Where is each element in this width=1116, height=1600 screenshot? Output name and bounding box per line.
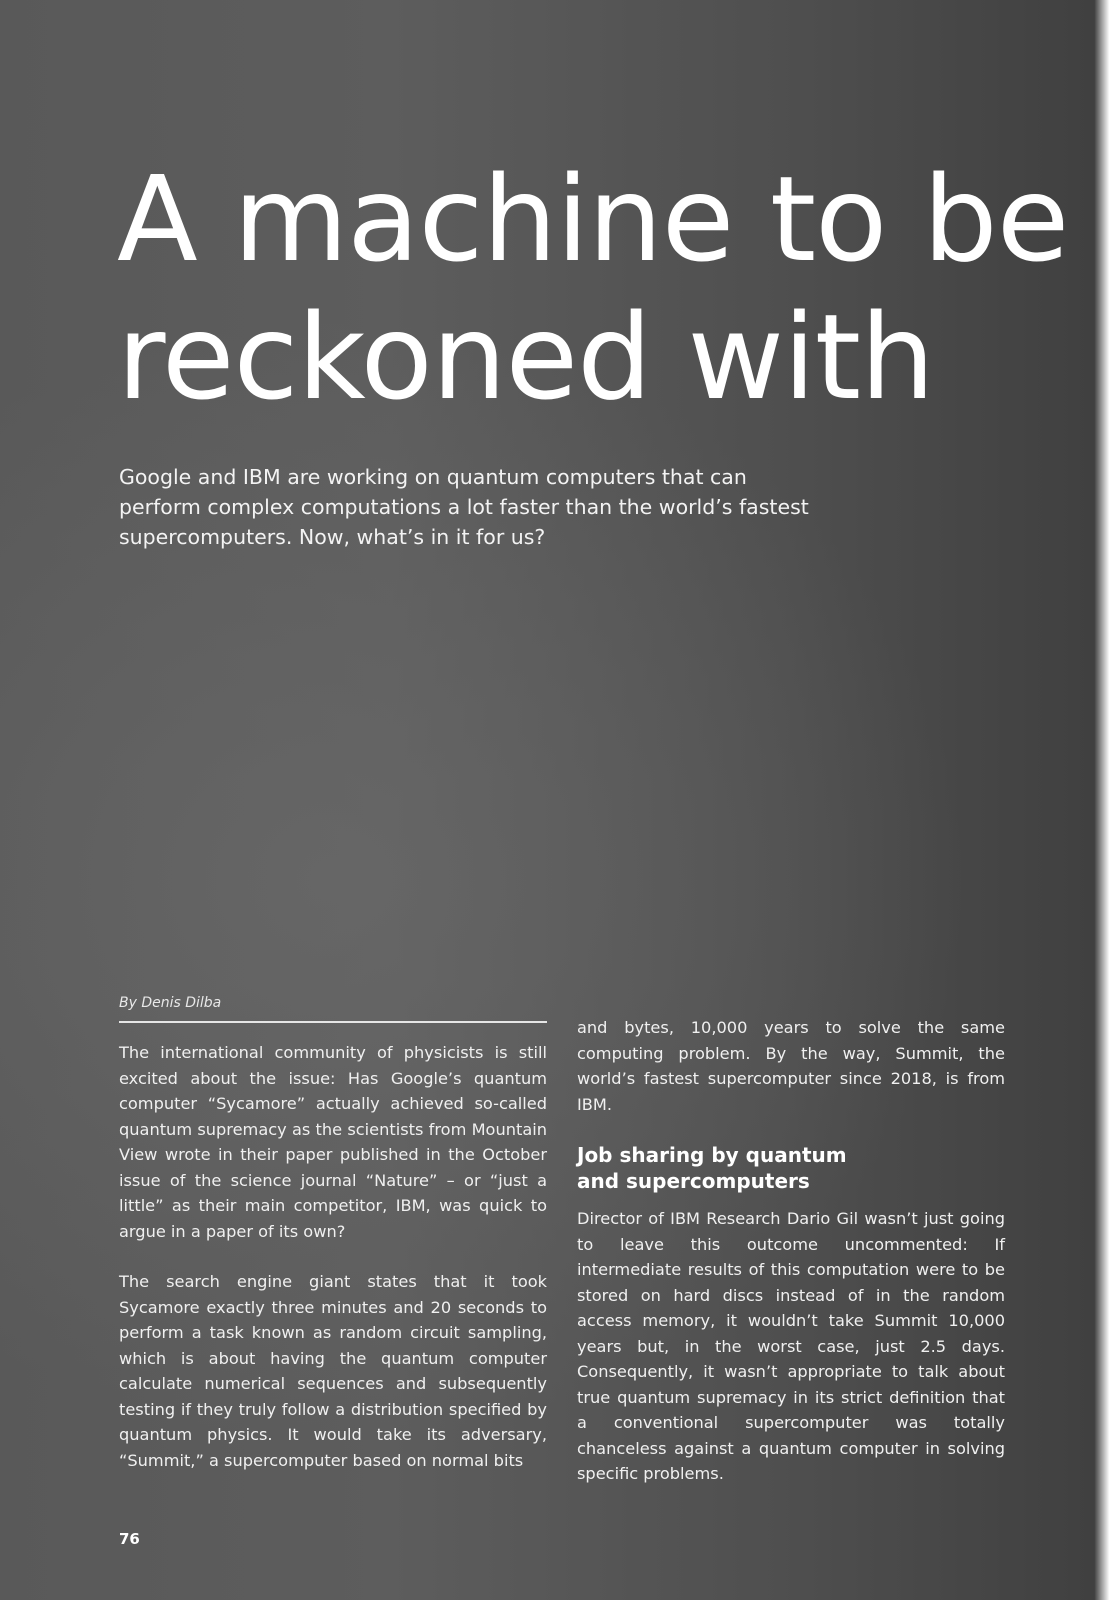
body-paragraph: The search engine giant states that it took Sycamore exactly three minutes and 20 seconds to perform a task known as random circuit sampling, which is about having the quantum computer calculate numerical sequences and subsequently testing if they truly follow a distribution specified by quantum physics. It would take its adversary, “Summit,” a supercomputer based on normal bits — [119, 1272, 547, 1470]
right-column — [577, 1015, 1005, 1487]
subheading-line-2: and supercomputers — [577, 1169, 810, 1193]
byline: By Denis Dilba — [119, 995, 222, 1011]
page-edge — [1094, 0, 1116, 1600]
byline-divider — [119, 1021, 547, 1023]
headline-line-2: reckoned with — [117, 288, 934, 426]
article-lede — [119, 462, 819, 552]
body-paragraph: The international community of physicists is still excited about the issue: Has Google’s quantum computer “Sycamore” actually achieved so-called quantum supremacy as the scientists from Mountain View wrote in their paper published in the October issue of the science journal “Nature” – or “just a little” as their main competitor, IBM, was quick to argue in a paper of its own? — [119, 1043, 547, 1241]
lede-line-3: supercomputers. Now, what’s in it for us? — [119, 525, 546, 549]
subheading-line-1: Job sharing by quantum — [577, 1143, 847, 1167]
headline-line-1: A machine to be — [117, 150, 1069, 288]
body-paragraph: and bytes, 10,000 years to solve the same computing problem. By the way, Summit, the world’s fastest supercomputer since 2018, is from IBM. — [577, 1018, 1005, 1114]
left-column — [119, 1040, 547, 1473]
article-headline — [117, 150, 1069, 426]
lede-line-1: Google and IBM are working on quantum computers that can — [119, 465, 747, 489]
page-number: 76 — [119, 1530, 140, 1548]
lede-line-2: perform complex computations a lot faster than the world’s fastest — [119, 495, 809, 519]
body-paragraph: Director of IBM Research Dario Gil wasn’t just going to leave this outcome uncommented: If intermediate results of this computation were to be stored on hard discs instead of in the random access memory, it wouldn’t take Summit 10,000 years but, in the worst case, just 2.5 days. Consequently, it wasn’t appropriate to talk about true quantum supremacy in its strict definition that a conventional supercomputer was totally chanceless against a quantum computer in solving specific problems. — [577, 1209, 1005, 1483]
section-subheading — [577, 1142, 1005, 1194]
